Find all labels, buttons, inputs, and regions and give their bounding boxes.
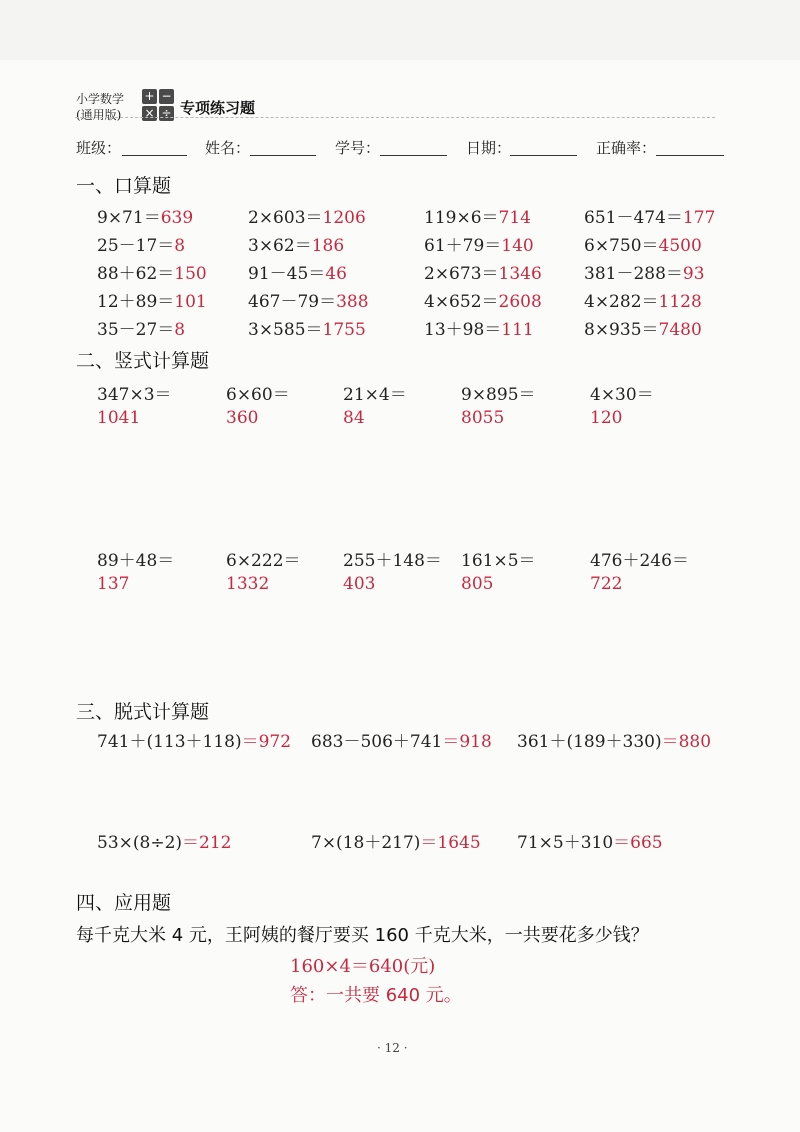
oral-item bbox=[248, 315, 366, 340]
header-divider bbox=[75, 117, 715, 118]
question: 35－27＝ bbox=[97, 320, 175, 340]
answer: 150 bbox=[174, 264, 207, 284]
field-id-label: 学号： bbox=[335, 139, 381, 157]
vertical-answer: 1041 bbox=[97, 408, 141, 428]
question: 12＋89＝ bbox=[97, 292, 175, 312]
answer: 177 bbox=[682, 208, 716, 228]
answer: 111 bbox=[501, 320, 534, 340]
brand-line-2: (通用版) bbox=[76, 108, 122, 122]
oral-item bbox=[584, 259, 705, 284]
question: 3×585＝ bbox=[248, 320, 323, 340]
oral-item bbox=[424, 259, 542, 284]
oral-item bbox=[97, 259, 207, 284]
answer: ＝880 bbox=[661, 732, 712, 752]
vertical-question: 89＋48＝ bbox=[97, 551, 175, 571]
field-accuracy-label: 正确率： bbox=[596, 139, 657, 157]
word-problem: 每千克大米 4 元，王阿姨的餐厅要买 160 千克大米，一共要花多少钱？ bbox=[76, 925, 649, 946]
field-date-label: 日期： bbox=[466, 139, 512, 157]
plus-icon: + bbox=[142, 89, 157, 104]
answer: ＝972 bbox=[241, 732, 292, 752]
answer: ＝212 bbox=[182, 833, 232, 853]
oral-item bbox=[584, 287, 702, 312]
question: 3×62＝ bbox=[248, 236, 312, 256]
question: 8×935＝ bbox=[584, 320, 659, 340]
section-1-heading: 一、口算题 bbox=[76, 175, 172, 197]
vertical-answer: 805 bbox=[461, 574, 494, 594]
question: 13＋98＝ bbox=[424, 320, 502, 340]
problem-answer: 答：一共要 640 元。 bbox=[290, 985, 462, 1006]
field-name-label: 姓名： bbox=[205, 139, 251, 157]
oral-item bbox=[97, 315, 185, 340]
section-2-heading: 二、竖式计算题 bbox=[76, 350, 210, 372]
vertical-answer: 84 bbox=[343, 408, 365, 428]
vertical-answer: 403 bbox=[343, 574, 376, 594]
answer: ＝665 bbox=[613, 833, 663, 853]
section-3-heading: 三、脱式计算题 bbox=[76, 701, 210, 723]
answer: 140 bbox=[501, 236, 534, 256]
minus-icon: − bbox=[159, 89, 174, 104]
question: 119×6＝ bbox=[424, 208, 499, 228]
answer: 101 bbox=[174, 292, 207, 312]
problem-equation: 160×4＝640(元) bbox=[290, 956, 436, 977]
oral-item bbox=[584, 203, 715, 228]
question: 2×673＝ bbox=[424, 264, 499, 284]
question: 91－45＝ bbox=[248, 264, 326, 284]
section-4-heading: 四、应用题 bbox=[76, 892, 172, 914]
oral-item bbox=[97, 203, 193, 228]
vertical-answer: 120 bbox=[590, 408, 623, 428]
vertical-question: 4×30＝ bbox=[590, 385, 654, 405]
oral-item bbox=[424, 203, 531, 228]
oral-item bbox=[424, 315, 534, 340]
answer: 46 bbox=[325, 264, 347, 284]
answer: 2608 bbox=[498, 292, 542, 312]
vertical-question: 161×5＝ bbox=[461, 551, 536, 571]
question: 71×5＋310 bbox=[517, 833, 614, 853]
answer: 93 bbox=[682, 264, 705, 284]
vertical-answer: 722 bbox=[590, 574, 623, 594]
question: 2×603＝ bbox=[248, 208, 323, 228]
vertical-answer: 137 bbox=[97, 574, 130, 594]
vertical-answer: 1332 bbox=[226, 574, 270, 594]
oral-item bbox=[248, 203, 366, 228]
oral-item bbox=[584, 231, 702, 256]
question: 4×652＝ bbox=[424, 292, 499, 312]
stepwise-item bbox=[517, 828, 663, 853]
field-accuracy-line[interactable] bbox=[656, 155, 724, 156]
field-name-line[interactable] bbox=[250, 155, 316, 156]
oral-item bbox=[424, 231, 534, 256]
oral-item bbox=[248, 231, 344, 256]
answer: 714 bbox=[498, 208, 531, 228]
brand-line-1: 小学数学 bbox=[76, 92, 125, 106]
stepwise-item bbox=[517, 727, 711, 752]
vertical-answer: 360 bbox=[226, 408, 259, 428]
answer: 1755 bbox=[322, 320, 366, 340]
divide-icon: ÷ bbox=[159, 106, 174, 121]
stepwise-item bbox=[97, 727, 291, 752]
vertical-question: 21×4＝ bbox=[343, 385, 407, 405]
question: 361＋(189＋330) bbox=[517, 732, 662, 752]
oral-item bbox=[97, 231, 185, 256]
question: 61＋79＝ bbox=[424, 236, 502, 256]
vertical-question: 347×3＝ bbox=[97, 385, 172, 405]
oral-item bbox=[424, 287, 542, 312]
worksheet-title: 专项练习题 bbox=[180, 99, 256, 117]
field-class-line[interactable] bbox=[122, 155, 187, 156]
answer: 8 bbox=[174, 236, 186, 256]
vertical-question: 6×60＝ bbox=[226, 385, 290, 405]
answer: ＝918 bbox=[442, 732, 492, 752]
oral-item bbox=[97, 287, 207, 312]
stepwise-item bbox=[97, 828, 231, 853]
field-date-line[interactable] bbox=[510, 155, 577, 156]
vertical-question: 476＋246＝ bbox=[590, 551, 689, 571]
question: 683－506＋741 bbox=[311, 732, 443, 752]
oral-item bbox=[584, 315, 702, 340]
answer: 4500 bbox=[658, 236, 702, 256]
answer: 639 bbox=[160, 208, 194, 228]
answer: ＝1645 bbox=[420, 833, 481, 853]
stepwise-item bbox=[311, 828, 481, 853]
question: 381－288＝ bbox=[584, 264, 683, 284]
question: 9×71＝ bbox=[97, 208, 161, 228]
vertical-question: 9×895＝ bbox=[461, 385, 536, 405]
question: 53×(8÷2) bbox=[97, 833, 183, 853]
stepwise-item bbox=[311, 727, 492, 752]
answer: 186 bbox=[311, 236, 345, 256]
answer: 7480 bbox=[658, 320, 702, 340]
question: 467－79＝ bbox=[248, 292, 337, 312]
field-class-label: 班级： bbox=[76, 139, 122, 157]
vertical-question: 255＋148＝ bbox=[343, 551, 442, 571]
page-number: · 12 · bbox=[377, 1041, 408, 1055]
question: 7×(18＋217) bbox=[311, 833, 421, 853]
answer: 388 bbox=[336, 292, 369, 312]
times-icon: × bbox=[142, 106, 157, 121]
question: 88＋62＝ bbox=[97, 264, 175, 284]
vertical-answer: 8055 bbox=[461, 408, 505, 428]
question: 25－17＝ bbox=[97, 236, 175, 256]
answer: 1346 bbox=[498, 264, 542, 284]
answer: 1128 bbox=[658, 292, 702, 312]
vertical-question: 6×222＝ bbox=[226, 551, 301, 571]
question: 741＋(113＋118) bbox=[97, 732, 242, 752]
answer: 8 bbox=[174, 320, 186, 340]
answer: 1206 bbox=[322, 208, 366, 228]
oral-item bbox=[248, 259, 347, 284]
oral-item bbox=[248, 287, 369, 312]
question: 651－474＝ bbox=[584, 208, 683, 228]
question: 6×750＝ bbox=[584, 236, 659, 256]
field-id-line[interactable] bbox=[380, 155, 447, 156]
question: 4×282＝ bbox=[584, 292, 659, 312]
